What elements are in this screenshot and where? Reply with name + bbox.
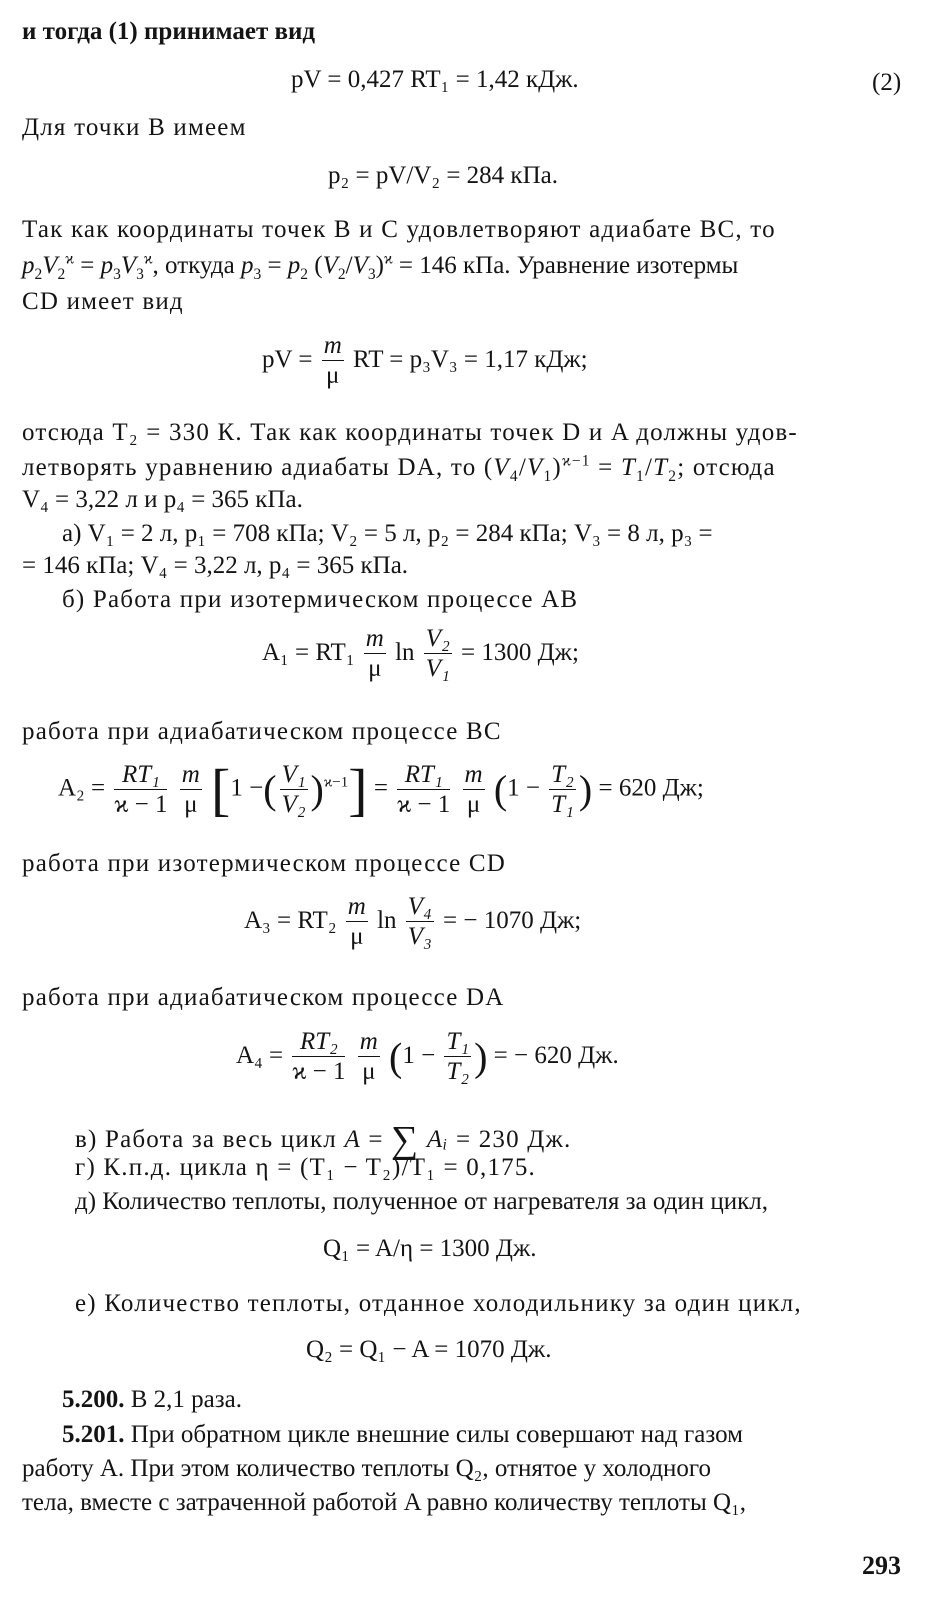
fraction-m-mu	[358, 1029, 380, 1086]
text-fragment: в) Работа за весь цикл	[75, 1126, 337, 1153]
numerator: m	[346, 894, 368, 922]
denominator: V₁	[425, 655, 450, 683]
text-line: работа при адиабатическом процессе DA	[22, 984, 505, 1011]
text-fragment: = 146 кПа. Уравнение изотермы	[398, 252, 739, 279]
equation-part: A₃ = RT₂	[244, 906, 337, 934]
numerator: RT₁	[114, 762, 167, 790]
symbol: Aᵢ	[426, 1126, 449, 1153]
equation-part: A₄ =	[236, 1041, 284, 1069]
fraction-m-mu	[322, 333, 344, 390]
denominator: ϰ − 1	[114, 791, 168, 818]
equation-part: pV =	[262, 345, 313, 373]
fraction-m-mu	[463, 762, 485, 819]
numerator: V₄	[406, 894, 434, 922]
equation-part: A₂ =	[58, 774, 106, 802]
equation-part: 1 −	[230, 774, 264, 802]
equation-part: = 1300 Дж;	[461, 638, 579, 666]
numerator: V₂	[424, 626, 452, 654]
denominator: μ	[184, 791, 198, 818]
text-line: работа при изотермическом процессе CD	[22, 850, 506, 877]
equation-part: 1 −	[402, 1041, 436, 1069]
equation-p2: p₂ = pV/V₂ = 284 кПа.	[328, 162, 558, 189]
text-fragment: отсюда	[692, 454, 776, 481]
text-line: Так как координаты точек B и C удовлетворяют адиабате BC, то	[22, 216, 776, 243]
sum-symbol: ∑	[391, 1119, 420, 1161]
text-line-adiabat-da: летворять уравнению адиабаты DA, то $(V_4/V_1)^{ϰ-1} = T_1/T_2$; отсюда	[22, 452, 776, 485]
denominator: μ	[326, 362, 340, 390]
denominator: V₂	[281, 791, 306, 818]
denominator: T₁	[551, 791, 574, 818]
text-line: отсюда T₂ = 330 К. Так как координаты точек D и A должны удов-	[22, 419, 798, 446]
fraction-rt1-kappa	[114, 762, 167, 819]
problem-5-201	[62, 1422, 743, 1447]
equation-q2: Q₂ = Q₁ − A = 1070 Дж.	[306, 1336, 552, 1363]
fraction-v2-v1	[424, 626, 452, 683]
denominator: T₂	[446, 1058, 470, 1086]
equation-part: =	[373, 774, 388, 802]
problem-text: При обратном цикле внешние силы совершают над газом	[130, 1421, 743, 1448]
denominator: μ	[350, 923, 364, 951]
text-line: CD имеет вид	[22, 288, 184, 315]
text-line: и тогда (1) принимает вид	[22, 18, 316, 45]
denominator: ϰ − 1	[397, 791, 451, 818]
numerator: T₁	[444, 1029, 471, 1057]
text-line-answer-v: в) Работа за весь цикл A = ∑ Aᵢ = 230 Дж.	[75, 1119, 572, 1161]
numerator: RT₁	[397, 762, 450, 790]
fraction-t2-t1	[549, 762, 576, 819]
denominator: ϰ − 1	[292, 1058, 346, 1086]
text-line: V₄ = 3,22 л и p₄ = 365 кПа.	[22, 486, 303, 513]
numerator: m	[180, 762, 202, 790]
text-line-answer-d: д) Количество теплоты, полученное от нагревателя за один цикл,	[75, 1188, 769, 1215]
text-line-answer-e: е) Количество теплоты, отданное холодильнику за один цикл,	[75, 1290, 802, 1317]
problem-number: 5.200.	[62, 1386, 125, 1413]
equation-pv: pV = 0,427 RT₁ = 1,42 кДж.	[291, 66, 579, 93]
equation-part: = 230 Дж.	[455, 1126, 572, 1153]
numerator: m	[463, 762, 485, 790]
numerator: V₁	[280, 762, 308, 790]
problem-number: 5.201.	[62, 1421, 125, 1448]
page-number: 293	[862, 1551, 901, 1580]
fraction-rt2-kappa	[292, 1029, 345, 1086]
fraction-v1-v2	[280, 762, 308, 819]
numerator: m	[364, 626, 386, 654]
equation-q1: Q₁ = A/η = 1300 Дж.	[323, 1235, 537, 1262]
equation-part: ln	[377, 906, 397, 934]
text-fragment: летворять уравнению адиабаты DA, то	[22, 454, 477, 481]
problem-5-200	[62, 1387, 242, 1412]
numerator: m	[358, 1029, 380, 1057]
fraction-v4-v3	[406, 894, 434, 951]
denominator: μ	[368, 655, 382, 683]
fraction-m-mu	[180, 762, 202, 819]
equation-number: (2)	[872, 69, 902, 96]
text-line-answer-g: г) К.п.д. цикла η = (T₁ − T₂)/T₁ = 0,175.	[75, 1154, 537, 1181]
text-line-answer-a: а) V₁ = 2 л, p₁ = 708 кПа; V₂ = 5 л, p₂ = 284 кПа; V₃ = 8 л, p₃ =	[62, 520, 713, 547]
equation-part: ln	[395, 638, 415, 666]
numerator: T₂	[549, 762, 576, 790]
equation-a4: A₄ = $\frac{\text{RT₂}}{ϰ - 1}$ $\frac{m}{\mu}$ (1 − $\frac{\text{T₁}}{\text{T₂}}$ ) = − 620 Дж.	[236, 1028, 619, 1086]
symbol: A	[344, 1126, 361, 1153]
text-line: Для точки B имеем	[22, 114, 247, 141]
text-line: = 146 кПа; V₄ = 3,22 л, p₄ = 365 кПа.	[22, 552, 409, 579]
denominator: V₃	[407, 923, 432, 951]
fraction-t1-t2	[444, 1029, 471, 1086]
equation-part: = 620 Дж;	[598, 774, 704, 802]
text-line-answer-b: б) Работа при изотермическом процессе AB	[62, 586, 579, 613]
text-line: работа при адиабатическом процессе BC	[22, 718, 502, 745]
numerator: m	[322, 333, 344, 361]
text-line-adiabat: $p_2V_2^ϰ = p_3V_3^ϰ$, откуда $p_3 = p_2$ $(V_2/V_3)^ϰ = 146$ кПа. Уравнение изотермы	[22, 250, 739, 283]
equation-a3	[244, 894, 581, 951]
problem-text: В 2,1 раза.	[130, 1386, 242, 1413]
equation-part: RT = p₃V₃ = 1,17 кДж;	[353, 345, 588, 373]
fraction-m-mu	[346, 894, 368, 951]
text-line: работу A. При этом количество теплоты Q₂, отнятое у холодного	[22, 1455, 712, 1482]
text-line: тела, вместе с затраченной работой A равно количеству теплоты Q₁,	[22, 1489, 747, 1516]
equation-part: = − 1070 Дж;	[443, 906, 582, 934]
denominator: μ	[466, 791, 481, 818]
equation-part: 1 −	[507, 774, 541, 802]
text-fragment: , откуда	[152, 252, 235, 279]
equation-part: A₁ = RT₁	[262, 638, 355, 666]
fraction-m-mu	[364, 626, 386, 683]
equation-a2: A₂ = $\frac{\text{RT₁}}{ϰ - 1}$ $\frac{m}{\mu}$ [1 −( $\frac{\text{V₁}}{\text{V₂}}$ )$^{ϰ-1}$] = $\frac{\text{RT₁}}{ϰ - 1}$ $\frac{m}{\mu}$ (1 − $\frac{\text{T₂}}{\text{T₁}}$ ) = 620 Дж;	[58, 757, 704, 822]
equation-part: = − 620 Дж.	[493, 1041, 619, 1069]
equation-isotherm-cd	[262, 333, 588, 390]
equation-a1	[262, 626, 579, 683]
numerator: RT₂	[292, 1029, 345, 1057]
fraction-rt1-kappa	[397, 762, 450, 819]
denominator: μ	[362, 1058, 376, 1086]
